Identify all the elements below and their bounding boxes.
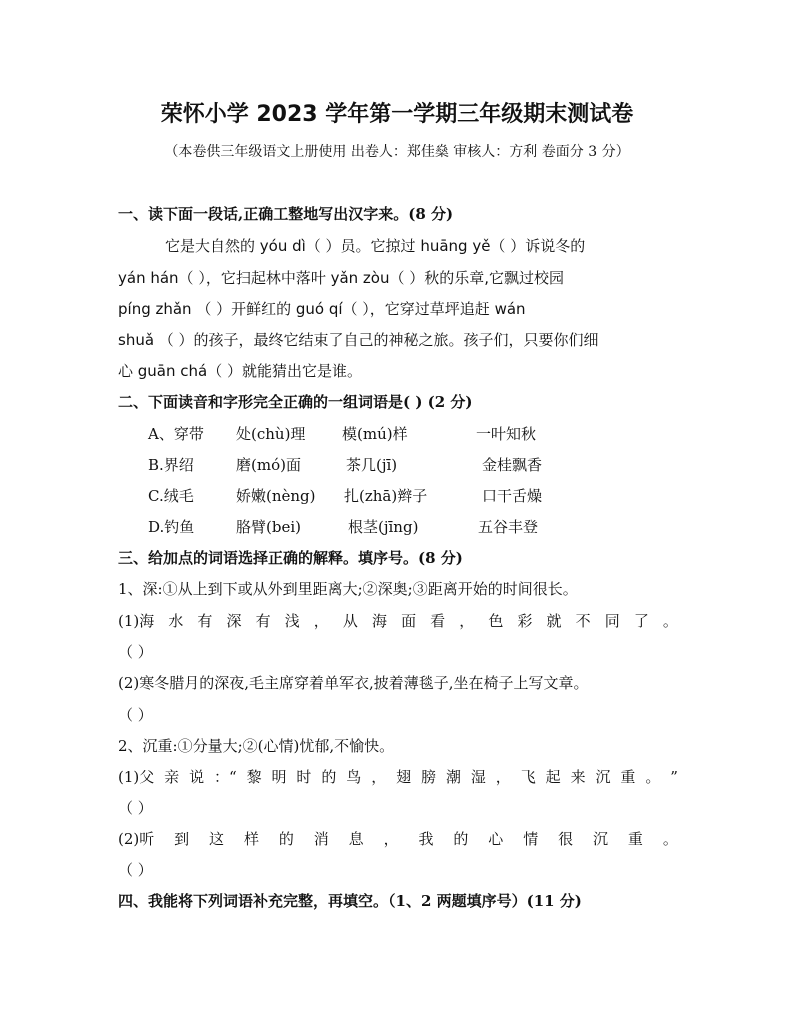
option-d-word1: D.钓鱼 bbox=[148, 518, 195, 536]
section3-heading: 三、给加点的词语选择正确的解释。填序号。(8 分) bbox=[118, 549, 463, 567]
option-d-word2: 胳臂(bei) bbox=[236, 518, 301, 536]
option-a-word4: 一叶知秋 bbox=[476, 425, 537, 443]
option-d-word3: 根茎(jīng) bbox=[348, 518, 419, 536]
section1-line-1: 它是大自然的 yóu dì（ ）员。它掠过 huāng yě（ ）诉说冬的 bbox=[165, 237, 586, 255]
option-c-word3: 扎(zhā)辫子 bbox=[344, 487, 428, 505]
option-b-word3: 茶几(jī) bbox=[346, 456, 398, 474]
option-b-word1: B.界绍 bbox=[148, 456, 194, 474]
option-c-word4: 口干舌燥 bbox=[482, 487, 543, 505]
q2-sentence-1-blank: （ ） bbox=[118, 799, 153, 817]
section1-line-3: píng zhǎn （ ）开鲜红的 guó qí（ ），它穿过草坪追赶 wán bbox=[118, 300, 526, 318]
option-c-word1: C.绒毛 bbox=[148, 487, 194, 505]
q2-sentence-2-blank: （ ） bbox=[118, 861, 153, 879]
option-b-word2: 磨(mó)面 bbox=[236, 456, 301, 474]
section1-heading: 一、读下面一段话,正确工整地写出汉字来。(8 分) bbox=[118, 205, 454, 223]
section1-line-4: shuǎ （ ）的孩子，最终它结束了自己的神秘之旅。孩子们，只要你们细 bbox=[118, 331, 599, 349]
option-c-word2: 娇嫩(nèng) bbox=[236, 487, 316, 505]
q1-sentence-2-blank: （ ） bbox=[118, 706, 153, 724]
q2-sentence-2: (2)听 到 这 样 的 消 息 ， 我 的 心 情 很 沉 重 。 bbox=[118, 830, 678, 848]
option-d-word4: 五谷丰登 bbox=[478, 518, 539, 536]
section1-line-2: yán hán（ ），它扫起林中落叶 yǎn zòu（ ）秋的乐章,它飘过校园 bbox=[118, 269, 565, 287]
option-a-word2: 处(chù)理 bbox=[236, 425, 306, 443]
q2-definition: 2、沉重:①分量大;②(心情)忧郁,不愉快。 bbox=[118, 737, 395, 755]
q1-sentence-1: (1)海 水 有 深 有 浅 ， 从 海 面 看 ， 色 彩 就 不 同 了 。 bbox=[118, 612, 678, 630]
q1-sentence-2: (2)寒冬腊月的深夜,毛主席穿着单军衣,披着薄毯子,坐在椅子上写文章。 bbox=[118, 674, 589, 692]
exam-subtitle: （本卷供三年级语文上册使用 出卷人：郑佳燊 审核人：方利 卷面分 3 分） bbox=[164, 144, 630, 160]
option-a-word3: 模(mú)样 bbox=[342, 425, 408, 443]
option-a-word1: A、穿带 bbox=[148, 425, 204, 443]
section2-heading: 二、下面读音和字形完全正确的一组词语是( ) (2 分) bbox=[118, 393, 473, 411]
q1-definition: 1、深:①从上到下或从外到里距离大;②深奥;③距离开始的时间很长。 bbox=[118, 580, 578, 598]
option-b-word4: 金桂飘香 bbox=[482, 456, 543, 474]
exam-title: 荣怀小学 2023 学年第一学期三年级期末测试卷 bbox=[160, 102, 634, 127]
section1-line-5: 心 guān chá（ ）就能猜出它是谁。 bbox=[118, 362, 362, 380]
q2-sentence-1: (1)父 亲 说 ：“ 黎 明 时 的 鸟 ， 翅 膀 潮 湿 ， 飞 起 来 沉 重 。 ” bbox=[118, 768, 678, 786]
q1-sentence-1-blank: （ ） bbox=[118, 643, 153, 661]
section4-heading: 四、我能将下列词语补充完整，再填空。（1、2 两题填序号）(11 分) bbox=[118, 892, 582, 910]
